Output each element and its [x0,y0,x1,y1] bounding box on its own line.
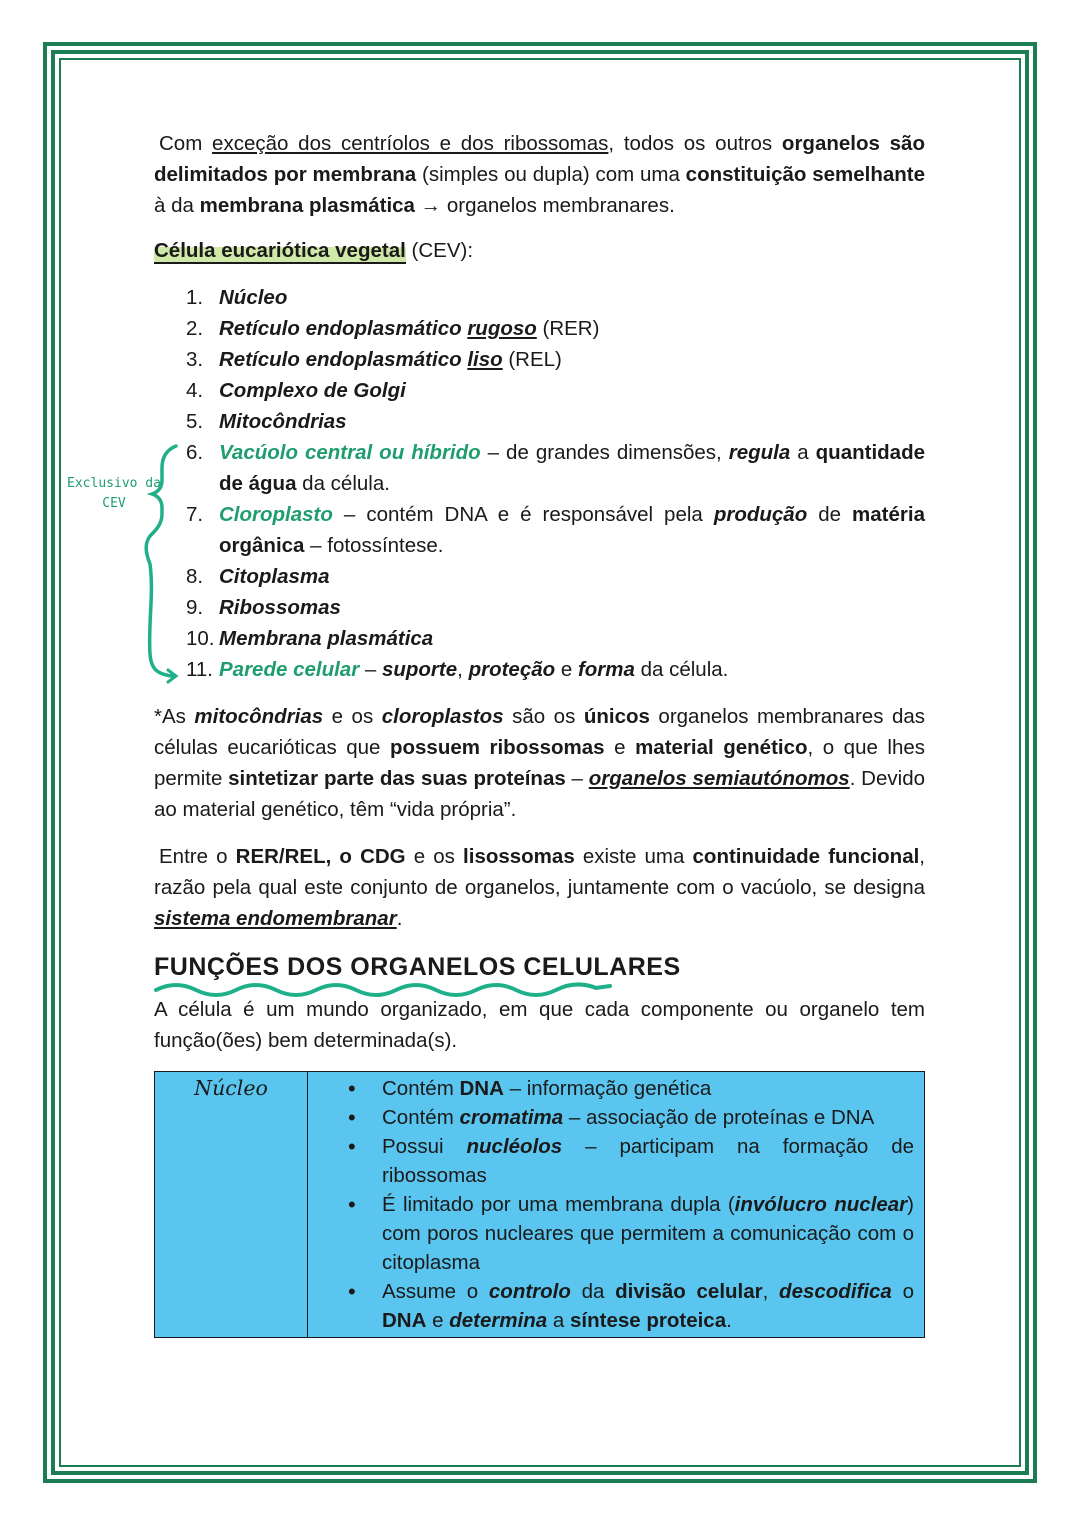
section-heading [154,950,925,992]
side-note-line2: CEV [102,496,126,511]
list-item: • É limitado por uma membrana dupla (invólucro nuclear) com poros nucleares que permitem a comunicação com o citoplasma [348,1190,914,1277]
list-item: • Possui nucléolos – participam na formação de ribossomas [348,1132,914,1190]
arrow-icon: → [414,194,447,217]
section-title: FUNÇÕES DOS ORGANELOS CELULARES [154,953,681,981]
endomembrane-paragraph: Entre o RER/REL, o CDG e os lisossomas existe uma continuidade funcional, razão pela qual este conjunto de organelos, juntamente com o vacúolo, se designa sistema endomembranar. [154,845,925,930]
list-item: 2. Retículo endoplasmático rugoso (RER) [186,317,600,340]
section-intro: A célula é um mundo organizado, em que cada componente ou organelo tem função(ões) bem determinada(s). [154,998,925,1052]
list-item: 11. Parede celular – suporte, proteção e forma da célula. [186,658,729,681]
table-row [155,1072,925,1338]
side-note-line1: Exclusivo da [67,476,161,491]
organelle-functions-table [154,1071,925,1338]
note-paragraph: *As mitocôndrias e os cloroplastos são os únicos organelos membranares das células eucarióticas que possuem ribossomas e material genético, o que lhes permite sintetizar parte das suas proteínas – organelos semiautónomos. Devido ao material genético, têm “vida própria”. [154,705,926,821]
intro-paragraph: Com exceção dos centríolos e dos ribossomas, todos os outros organelos são delimitados por membrana (simples ou dupla) com uma constituição semelhante à da membrana plasmática → organelos membranares. [154,132,926,217]
wavy-underline-icon [154,980,614,998]
cev-heading: Célula eucariótica vegetal (CEV): [154,239,474,262]
organelle-name-cell: Núcleo [155,1072,308,1338]
list-item: 10. Membrana plasmática [186,627,434,650]
list-item: 8. Citoplasma [186,565,330,588]
list-item: • Contém DNA – informação genética [348,1074,914,1103]
list-item: 1. Núcleo [186,286,288,309]
list-item: 6. Vacúolo central ou híbrido – de grandes dimensões, regula a quantidade de água da célula. [186,441,925,495]
list-item: 7. Cloroplasto – contém DNA e é responsável pela produção de matéria orgânica – fotossíntese. [186,503,925,557]
organelle-list [154,282,925,685]
list-item: • Contém cromatima – associação de proteínas e DNA [348,1103,914,1132]
list-item: • Assume o controlo da divisão celular, descodifica o DNA e determina a síntese proteica. [348,1277,914,1335]
list-item: 5. Mitocôndrias [186,410,347,433]
organelle-functions-cell [308,1072,925,1338]
document-body [154,128,925,1338]
list-item: 4. Complexo de Golgi [186,379,406,402]
list-item: 9. Ribossomas [186,596,341,619]
list-item: 3. Retículo endoplasmático liso (REL) [186,348,562,371]
